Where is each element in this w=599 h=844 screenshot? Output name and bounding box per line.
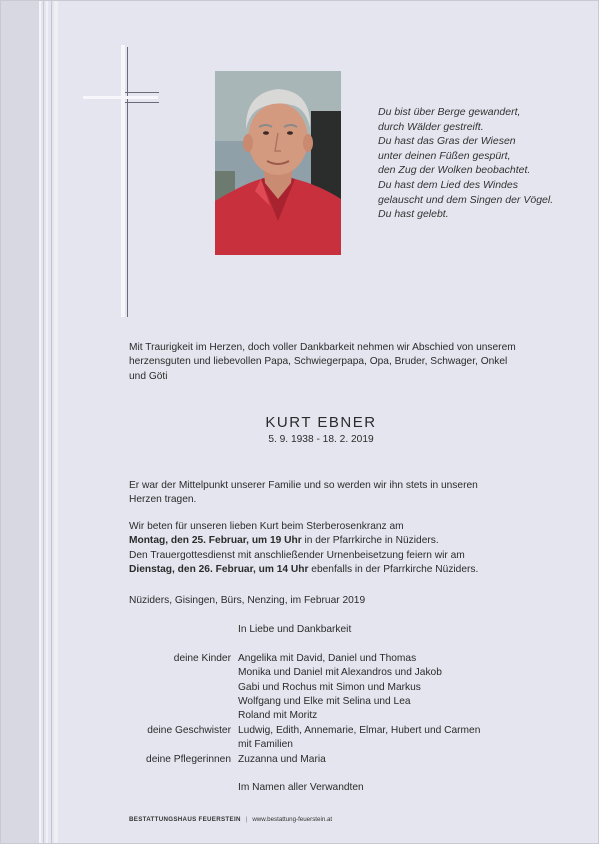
- funeral-date: Dienstag, den 26. Februar, um 14 Uhr: [129, 564, 309, 576]
- poem-line: gelauscht und dem Singen der Vögel.: [378, 193, 554, 206]
- website-link[interactable]: www.bestattung-feuerstein.at: [252, 816, 333, 823]
- pflegerinnen-label: deine Pflegerinnen: [146, 753, 231, 765]
- decor-stripe: [46, 1, 48, 843]
- life-dates: 5. 9. 1938 - 18. 2. 2019: [268, 434, 374, 445]
- poem-line: den Zug der Wolken beobachtet.: [378, 164, 531, 177]
- closing: Im Namen aller Verwandten: [238, 782, 364, 794]
- family-member: mit Familien: [238, 739, 293, 751]
- family-list: [129, 623, 549, 796]
- service-info: Wir beten für unseren lieben Kurt beim Sterberosenkranz am Montag, den 25. Februar, um 19 Uhr in der Pfarrkirche in Nüziders. Den Trauergottesdienst mit anschließender Urnenbeisetzung feiern wir am Dienstag, den 26. Februar, um 14 Uhr ebenfalls in der Pfarrkirche Nüziders.: [129, 521, 479, 576]
- poem-line: Du hast das Gras der Wiesen: [378, 135, 516, 148]
- poem-line: Du hast dem Lied des Windes: [378, 178, 518, 191]
- decor-stripe: [1, 1, 39, 843]
- family-member: Ludwig, Edith, Annemarie, Elmar, Hubert und Carmen: [238, 724, 481, 736]
- decor-stripe: [54, 1, 58, 843]
- poem-line: Du hast gelebt.: [378, 208, 449, 221]
- footer-separator: |: [245, 816, 248, 823]
- poem: [378, 105, 578, 222]
- family-member: Zuzanna und Maria: [238, 753, 326, 765]
- decor-stripe: [39, 1, 41, 843]
- decor-stripe: [43, 1, 44, 843]
- greeting: In Liebe und Dankbarkeit: [238, 624, 352, 635]
- family-member: Gabi und Rochus mit Simon und Markus: [238, 681, 421, 693]
- family-member: Monika und Daniel mit Alexandros und Jakob: [238, 667, 442, 679]
- poem-line: Du bist über Berge gewandert,: [378, 106, 521, 118]
- geschwister-label: deine Geschwister: [147, 724, 231, 736]
- portrait-photo: [215, 71, 341, 255]
- footer: [129, 816, 332, 823]
- family-member: Angelika mit David, Daniel und Thomas: [238, 652, 417, 664]
- decor-stripe: [51, 1, 52, 843]
- family-member: Roland mit Moritz: [238, 710, 318, 722]
- intro-text: Mit Traurigkeit im Herzen, doch voller Dankbarkeit nehmen wir Abschied von unserem herzensguten und liebevollen Papa, Schwiegerpapa, Opa, Bruder, Schwager, Onkel und Göti: [129, 342, 516, 382]
- funeral-home-name: BESTATTUNGSHAUS FEUERSTEIN: [129, 816, 241, 823]
- kinder-label: deine Kinder: [173, 652, 231, 664]
- deceased-name: KURT EBNER: [265, 414, 377, 431]
- poem-line: unter deinen Füßen gespürt,: [378, 149, 511, 162]
- poem-line: durch Wälder gestreift.: [378, 120, 484, 133]
- tribute-text: Er war der Mittelpunkt unserer Familie und so werden wir ihn stets in unseren Herzen tragen.: [129, 480, 478, 506]
- family-member: Wolfgang und Elke mit Selina und Lea: [238, 696, 411, 708]
- place-date: Nüziders, Gisingen, Bürs, Nenzing, im Februar 2019: [129, 595, 366, 606]
- rosary-date: Montag, den 25. Februar, um 19 Uhr: [129, 535, 302, 547]
